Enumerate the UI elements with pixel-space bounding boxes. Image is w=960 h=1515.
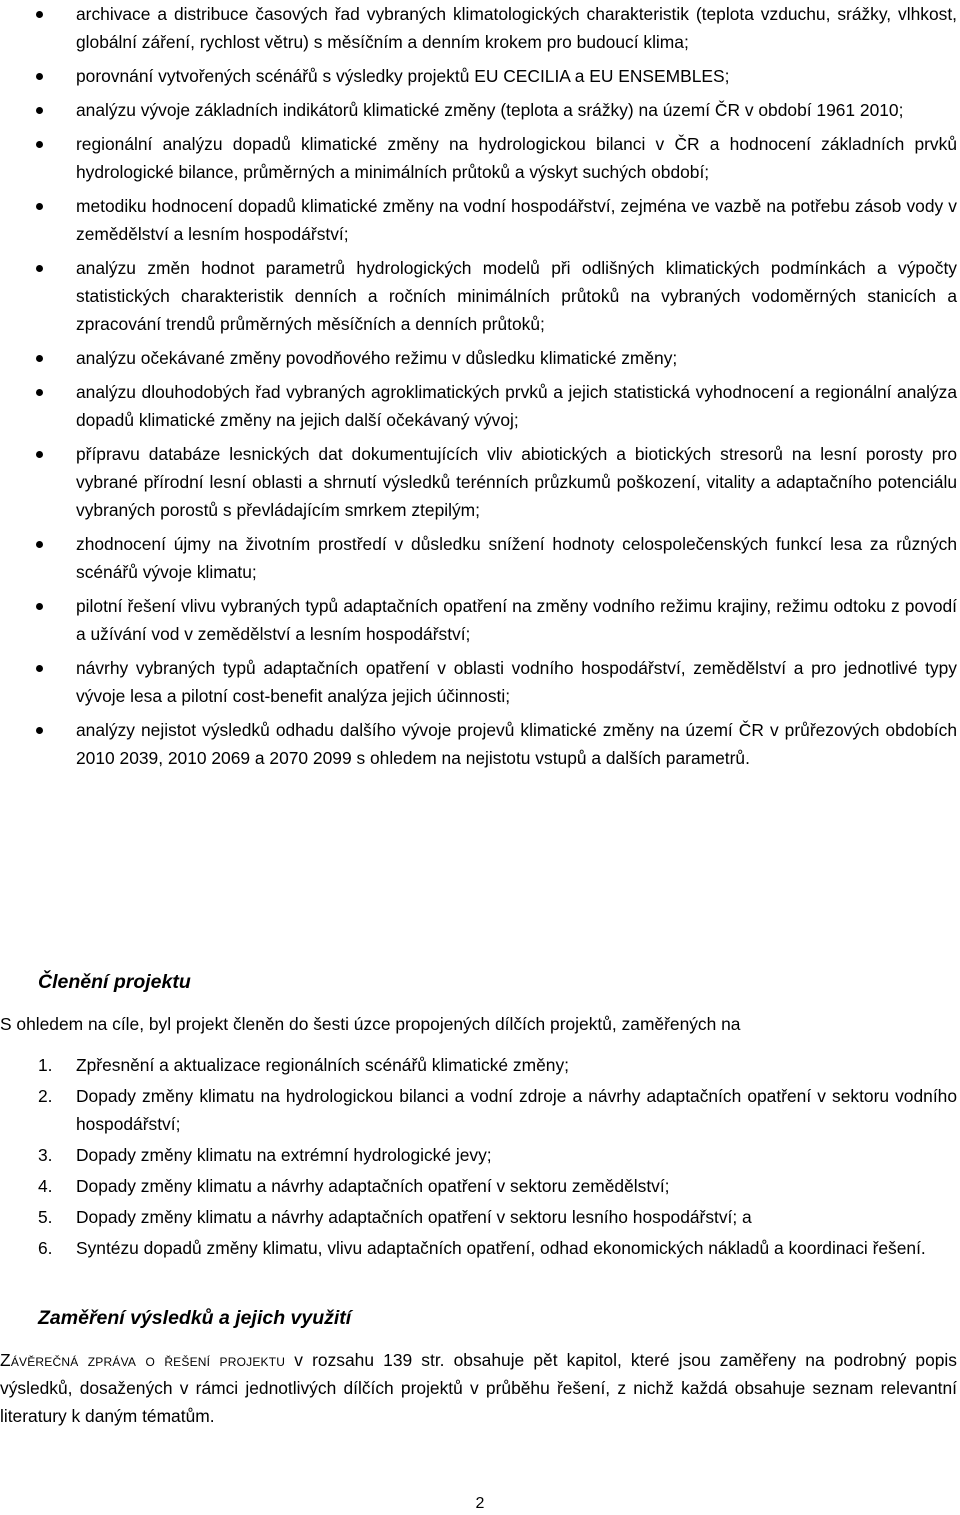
list-item-text: přípravu databáze lesnických dat dokumentujících vliv abiotických a biotických stresorů na lesní porosty pro vybrané přírodní lesní oblasti a shrnutí výsledků terénních průzkumů poškození, vitality a adaptačního potenciálu vybraných porostů s převládajícím smrkem ztepilým;: [76, 444, 957, 520]
numbered-list-item: [0, 1172, 960, 1200]
list-item-text: Zpřesnění a aktualizace regionálních scénářů klimatické změny;: [76, 1055, 569, 1075]
list-item-text: zhodnocení újmy na životním prostředí v důsledku snížení hodnoty celospolečenských funkcí lesa za různých scénářů vývoje klimatu;: [76, 534, 957, 582]
list-number: 1.: [38, 1055, 53, 1075]
list-number: 6.: [38, 1238, 53, 1258]
list-item-text: regionální analýzu dopadů klimatické změny na hydrologickou bilanci v ČR a hodnocení základních prvků hydrologické bilance, průměrných a minimálních průtoků a výskyt suchých období;: [76, 134, 957, 182]
bullet-icon: [36, 355, 43, 362]
bullet-icon: [36, 665, 43, 672]
list-item-text: Dopady změny klimatu na extrémní hydrologické jevy;: [76, 1145, 492, 1165]
list-item: [0, 716, 960, 772]
list-item: [0, 96, 960, 124]
list-item: [0, 192, 960, 248]
list-number: 3.: [38, 1145, 53, 1165]
list-item-text: analýzu dlouhodobých řad vybraných agroklimatických prvků a jejich statistická vyhodnocení a regionální analýza dopadů klimatické změny na jejich další očekávaný vývoj;: [76, 382, 957, 430]
list-number: 5.: [38, 1207, 53, 1227]
list-item-text: analýzy nejistot výsledků odhadu dalšího vývoje projevů klimatické změny na území ČR v průřezových obdobích 2010 2039, 2010 2069 a 2070 2099 s ohledem na nejistotu vstupů a dalších parametrů.: [76, 720, 957, 768]
bullet-icon: [36, 389, 43, 396]
numbered-list-item: [0, 1234, 960, 1262]
list-item-text: analýzu vývoje základních indikátorů klimatické změny (teplota a srážky) na území ČR v období 1961 2010;: [76, 100, 904, 120]
list-item-text: Dopady změny klimatu a návrhy adaptačních opatření v sektoru zemědělství;: [76, 1176, 670, 1196]
list-item: [0, 654, 960, 710]
bullet-icon: [36, 451, 43, 458]
list-number: 2.: [38, 1086, 53, 1106]
list-item-text: metodiku hodnocení dopadů klimatické změny na vodní hospodářství, zejména ve vazbě na potřebu zásob vody v zemědělství a lesním hospodářství;: [76, 196, 957, 244]
list-item-text: Syntézu dopadů změny klimatu, vlivu adaptačních opatření, odhad ekonomických nákladů a koordinaci řešení.: [76, 1238, 926, 1258]
bullet-icon: [36, 203, 43, 210]
list-item: [0, 254, 960, 338]
numbered-list-item: [0, 1203, 960, 1231]
list-item-text: Dopady změny klimatu a návrhy adaptačních opatření v sektoru lesního hospodářství; a: [76, 1207, 752, 1227]
list-item-text: archivace a distribuce časových řad vybraných klimatologických charakteristik (teplota vzduchu, srážky, vlhkost, globální záření, rychlost větru) s měsíčním a denním krokem pro budoucí klima;: [76, 4, 957, 52]
list-item: [0, 344, 960, 372]
bullet-icon: [36, 11, 43, 18]
bullet-icon: [36, 727, 43, 734]
list-item: [0, 378, 960, 434]
list-item: [0, 0, 960, 56]
numbered-list-item: [0, 1141, 960, 1169]
list-item-text: porovnání vytvořených scénářů s výsledky projektů EU CECILIA a EU ENSEMBLES;: [76, 66, 730, 86]
bullet-icon: [36, 265, 43, 272]
list-item: [0, 62, 960, 90]
bullet-icon: [36, 603, 43, 610]
list-number: 4.: [38, 1176, 53, 1196]
list-item: [0, 440, 960, 524]
list-item-text: pilotní řešení vlivu vybraných typů adaptačních opatření na změny vodního režimu krajiny, režimu odtoku z povodí a užívání vod v zemědělství a lesním hospodářství;: [76, 596, 957, 644]
bullet-icon: [36, 541, 43, 548]
list-item-text: analýzu změn hodnot parametrů hydrologických modelů při odlišných klimatických podmínkách a výpočty statistických charakteristik denních a ročních minimálních průtoků na vybraných vodoměrných stanicích a zpracování trendů průměrných měsíčních a denních průtoků;: [76, 258, 957, 334]
section-intro-paragraph: S ohledem na cíle, byl projekt členěn do šesti úzce propojených dílčích projektů, zaměřených na: [0, 1014, 741, 1034]
list-item: [0, 130, 960, 186]
report-title-smallcaps: Závěrečná zpráva o řešení projektu: [0, 1350, 286, 1370]
results-paragraph: [0, 1346, 957, 1430]
bullet-icon: [36, 73, 43, 80]
list-item-text: návrhy vybraných typů adaptačních opatření v oblasti vodního hospodářství, zemědělství a pro jednotlivé typy vývoje lesa a pilotní cost-benefit analýza jejich účinnosti;: [76, 658, 957, 706]
bullet-icon: [36, 107, 43, 114]
page-number: 2: [475, 1495, 485, 1512]
list-item-text: analýzu očekávané změny povodňového režimu v důsledku klimatické změny;: [76, 348, 678, 368]
list-item-text: Dopady změny klimatu na hydrologickou bilanci a vodní zdroje a návrhy adaptačních opatření v sektoru vodního hospodářství;: [76, 1086, 957, 1134]
results-paragraph-text: v rozsahu 139 str. obsahuje pět kapitol, které jsou zaměřeny na podrobný popis výsledků, dosažených v rámci jednotlivých dílčích projektů v průběhu řešení, z nichž každá obsahuje seznam relevantní literatury k daným tématům.: [0, 1350, 957, 1426]
numbered-list-item: [0, 1051, 960, 1079]
bullet-icon: [36, 141, 43, 148]
section-heading-results: Zaměření výsledků a jejich využití: [38, 1307, 352, 1329]
list-item: [0, 530, 960, 586]
numbered-list: [0, 1051, 960, 1265]
section-heading-project-structure: Členění projektu: [38, 971, 191, 993]
list-item: [0, 592, 960, 648]
numbered-list-item: [0, 1082, 960, 1138]
